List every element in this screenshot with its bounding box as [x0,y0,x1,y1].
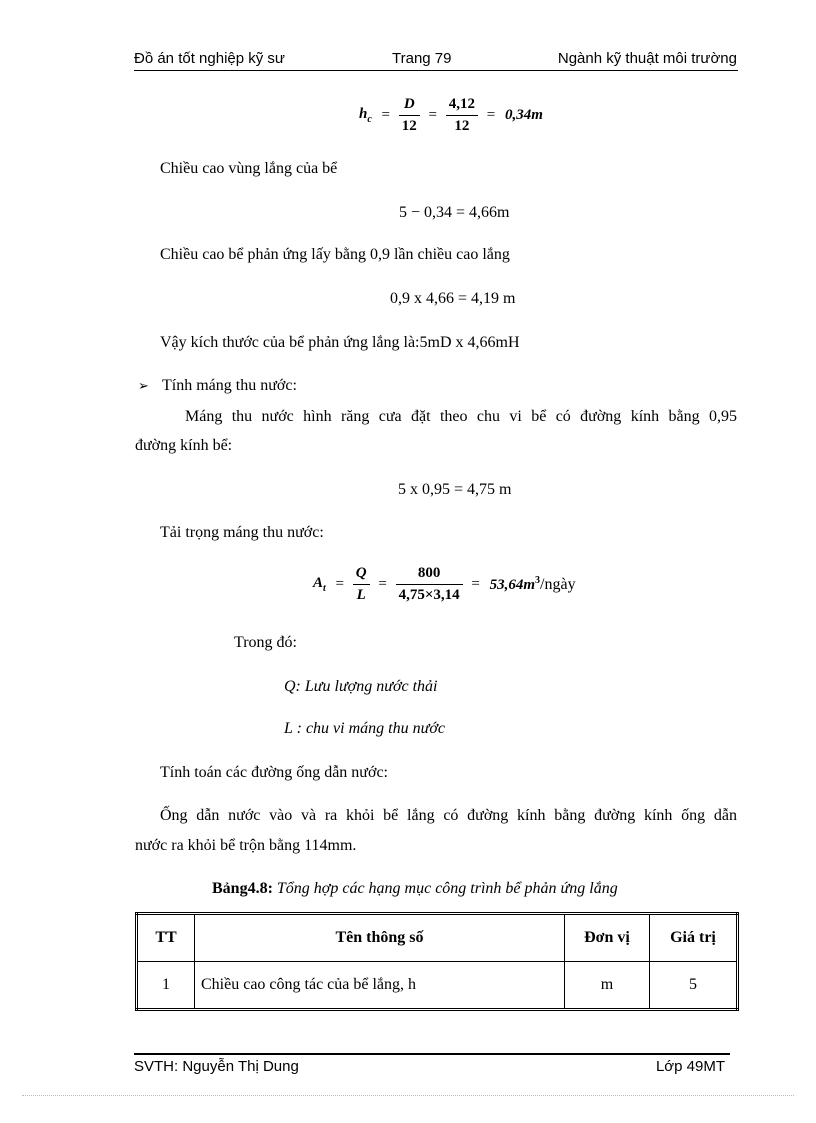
footer-class: Lớp 49MT [655,1058,725,1075]
table-caption-title: Tổng hợp các hạng mục công trình bể phản ứng lắng [276,880,618,897]
formula-hc-result: 0,34m [504,107,543,123]
formula-hc-num2: 4,12 [446,96,478,116]
formula-load-result: 53,64m [489,577,536,593]
para-pipes-heading: Tính toán các đường ống dẫn nước: [160,764,388,781]
table-caption-label: Bảng4.8: [212,880,273,897]
table-caption [212,880,618,898]
para-pipes-line2: nước ra khỏi bể trộn bằng 114mm. [135,837,357,854]
formula-load-sub: t [323,583,326,594]
table-row [137,962,738,1010]
formula-load-den2: 4,75×3,14 [398,587,460,603]
para-reaction-height: Chiều cao bể phản ứng lấy bằng 0,9 lần chiều cao lắng [160,246,510,263]
header-left: Đồ án tốt nghiệp kỹ sư [134,50,285,67]
formula-hc: $h_c$ = $\frac{D}{12}$ = $\frac{4,12}{12}$ = 0,34m [359,96,543,134]
footer-author: SVTH: Nguyễn Thị Dung [134,1058,299,1075]
equation-settling-height: 5 − 0,34 = 4,66m [399,204,510,221]
where-label: Trong đó: [234,634,297,651]
table-cell-name: Chiều cao công tác của bể lắng, h [195,962,565,1010]
formula-load-den1: L [356,587,366,603]
header-page-number: Trang 79 [392,50,452,67]
para-gutter-line2: đường kính bể: [135,437,233,454]
bullet-item [138,377,297,395]
formula-load-unit: /ngày [540,576,576,593]
table-header-row [137,914,738,962]
arrow-bullet-icon: ➢ [138,378,149,393]
table-header-value: Giá trị [650,914,738,962]
formula-load-num2: 800 [396,565,463,585]
summary-table [135,912,739,1011]
formula-load-lhs: A [313,575,324,591]
formula-load-sup: 3 [535,575,541,586]
footer-rule [134,1053,730,1055]
table-header-tt: TT [137,914,195,962]
table-cell-unit: m [565,962,650,1010]
para-dimensions: Vậy kích thước của bể phản ứng lắng là:5mD x 4,66mH [160,334,520,351]
para-pipes-line1: Ống dẫn nước vào và ra khỏi bể lắng có đường kính bằng đường kính ống dẫn [160,807,737,824]
formula-load: $A_t$ = $\frac{Q}{L}$ = $\frac{800}{4,75\times 3,14}$ = $53,64m^3$/ngày [313,565,576,603]
where-q: Q: Lưu lượng nước thải [284,678,438,695]
formula-load-num1: Q [353,565,370,585]
formula-hc-den2: 12 [454,118,470,134]
table-header-unit: Đơn vị [565,914,650,962]
formula-hc-num1: D [399,96,420,116]
equation-reaction-height: 0,9 x 4,66 = 4,19 m [390,290,516,307]
formula-hc-sub: c [367,114,372,125]
para-gutter-line1: Máng thu nước hình răng cưa đặt theo chu vi bể có đường kính bằng 0,95 [185,408,737,425]
formula-hc-den1: 12 [401,118,417,134]
table-header-name: Tên thông số [195,914,565,962]
equation-gutter-length: 5 x 0,95 = 4,75 m [398,481,512,498]
para-settling-height: Chiều cao vùng lắng của bể [160,160,338,177]
table-cell-tt: 1 [137,962,195,1010]
header-rule [134,70,738,71]
para-gutter-load: Tải trọng máng thu nước: [160,524,324,541]
page-boundary [22,1095,794,1096]
table-cell-value: 5 [650,962,738,1010]
where-l: L : chu vi máng thu nước [284,720,445,737]
formula-hc-lhs: h [359,106,368,122]
bullet-title: Tính máng thu nước: [162,377,297,394]
header-right: Ngành kỹ thuật môi trường [557,50,737,67]
